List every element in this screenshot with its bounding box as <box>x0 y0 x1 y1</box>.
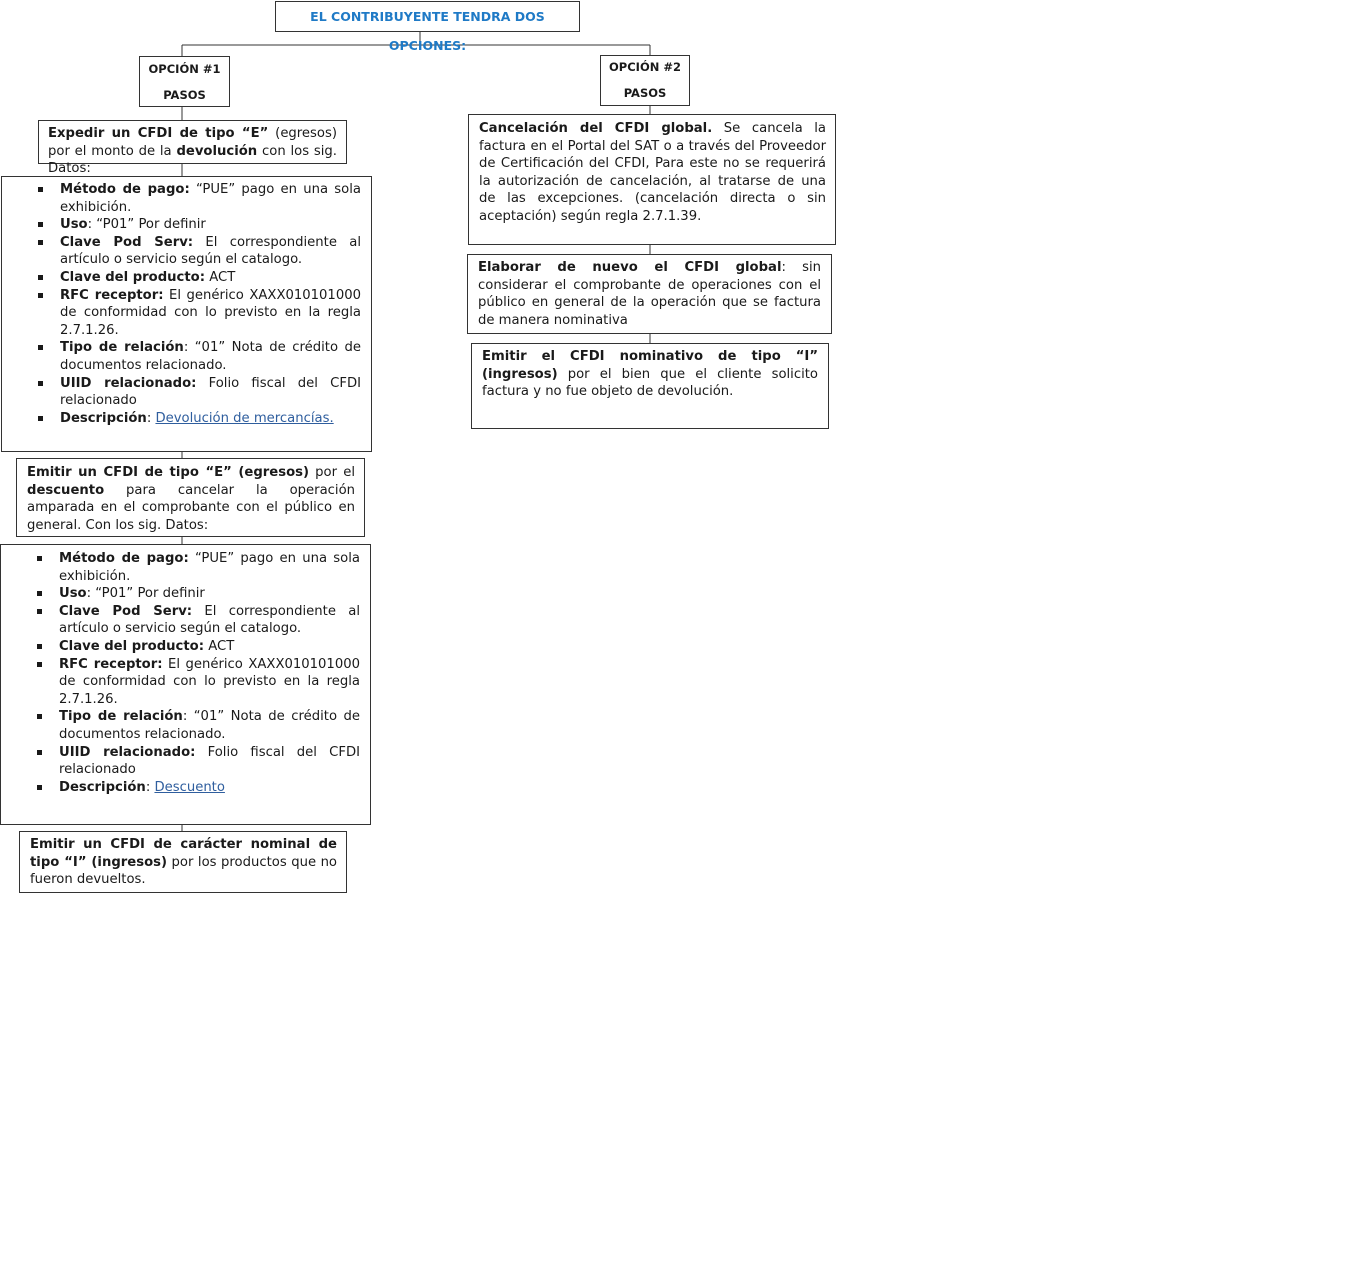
list-item <box>60 410 361 428</box>
field-label: Descripción <box>59 779 146 795</box>
field-label: UIID relacionado: <box>59 744 196 760</box>
field-label: Clave del producto: <box>59 638 205 654</box>
option-1-header <box>139 56 230 107</box>
bullet-icon <box>38 293 43 298</box>
list-item <box>59 656 360 709</box>
bullet-icon <box>37 591 42 596</box>
option-2-label: OPCIÓN #2 <box>609 60 681 74</box>
field-value: ACT <box>204 638 235 654</box>
step-text: para cancelar la operación amparada en el comprobante con el público en general. Con los sig. Datos: <box>27 482 355 533</box>
bullet-icon <box>38 222 43 227</box>
list-item <box>60 287 361 340</box>
step-text: por el <box>309 465 355 480</box>
field-label: Clave Pod Serv: <box>60 234 194 250</box>
step-text: por los productos que no fueron devueltos. <box>30 854 337 888</box>
option-2-step-3 <box>471 343 829 429</box>
step-text: (egresos) por el monto de la <box>48 126 338 159</box>
field-value: “PUE” pago en una sola exhibición. <box>60 182 361 215</box>
step-text: por el bien que el cliente solicito factura y no fue objeto de devolución. <box>482 366 818 400</box>
option-2-step-2 <box>467 254 832 334</box>
field-label: UIID relacionado: <box>60 375 197 391</box>
option-2-sub: PASOS <box>623 86 667 100</box>
field-list <box>1 550 360 796</box>
list-item <box>59 744 360 779</box>
field-list <box>2 181 361 427</box>
bullet-icon <box>38 381 43 386</box>
field-label: Tipo de relación <box>59 709 183 725</box>
field-value: : “01” Nota de crédito de documentos relacionado. <box>59 709 360 742</box>
bullet-icon <box>37 662 42 667</box>
step-bold-text: Elaborar de nuevo el CFDI global <box>478 260 782 275</box>
bullet-icon <box>38 345 43 350</box>
field-label: Tipo de relación <box>60 340 184 356</box>
list-item <box>59 779 360 797</box>
list-item <box>59 638 360 656</box>
field-value: Folio fiscal del CFDI relacionado <box>59 744 360 778</box>
option-1-sub: PASOS <box>163 88 206 102</box>
field-value: El correspondiente al artículo o servicio según el catalogo. <box>59 603 361 637</box>
step-bold-text: Emitir el CFDI nominativo de tipo “I” (ingresos) <box>482 349 818 382</box>
option-1-step-1 <box>38 120 347 177</box>
bullet-icon <box>37 609 42 614</box>
step-bold-text: Cancelación del CFDI global. <box>479 121 713 136</box>
option-1-step-3 <box>19 831 347 893</box>
step-bold-text: devolución <box>176 143 258 159</box>
field-label: Método de pago: <box>59 551 189 566</box>
option-1-label: OPCIÓN #1 <box>148 62 221 76</box>
bullet-icon <box>37 750 42 755</box>
bullet-icon <box>38 187 43 192</box>
bullet-icon <box>37 714 42 719</box>
list-item <box>59 708 360 743</box>
field-value: : “01” Nota de crédito de documentos relacionado. <box>60 340 361 373</box>
list-item <box>59 550 360 585</box>
option-1-fields-list-1 <box>1 176 372 452</box>
bullet-icon <box>37 785 42 790</box>
list-item <box>60 181 361 216</box>
list-item <box>59 603 360 638</box>
step-text: Se cancela la factura en el Portal del SAT o a través del Proveedor de Certificación del CFDI, Para este no se requerirá la autorización de cancelación, al tratarse de una de las excepciones. (cancelación directa o sin aceptación) según regla 2.7.1.39. <box>479 121 826 224</box>
field-value: El correspondiente al artículo o servicio según el catalogo. <box>60 234 362 268</box>
step-bold-text: descuento <box>27 482 105 498</box>
field-value: ACT <box>205 269 236 285</box>
bullet-icon <box>38 240 43 245</box>
field-value: Folio fiscal del CFDI relacionado <box>60 375 361 409</box>
bullet-icon <box>37 644 42 649</box>
field-value: : “P01” Por definir <box>86 586 205 602</box>
list-item <box>60 375 361 410</box>
bullet-icon <box>38 275 43 280</box>
list-item <box>59 585 360 603</box>
field-value: : <box>146 410 156 426</box>
step-text: con los sig. Datos: <box>48 143 337 177</box>
bullet-icon <box>37 556 42 561</box>
diagram-title: EL CONTRIBUYENTE TENDRA DOS OPCIONES: <box>275 1 580 32</box>
field-value: El genérico XAXX010101000 de conformidad con lo previsto en la regla 2.7.1.26. <box>59 656 360 707</box>
step-text: : sin considerar el comprobante de operaciones con el público en general de la operación que se factura de manera nominativa <box>478 260 822 328</box>
list-item <box>60 234 361 269</box>
field-label: Uso <box>59 586 87 602</box>
field-label: Clave del producto: <box>60 269 206 285</box>
field-label: Método de pago: <box>60 182 190 197</box>
description-link[interactable]: Descuento <box>154 779 225 795</box>
field-value: : <box>145 779 155 795</box>
step-bold-text: Emitir un CFDI de carácter nominal de tipo “I” (ingresos) <box>30 837 337 870</box>
field-label: RFC receptor: <box>59 656 163 672</box>
option-2-header <box>600 55 690 106</box>
field-label: Uso <box>60 217 88 233</box>
step-bold-text: Emitir un CFDI de tipo “E” (egresos) <box>27 465 310 480</box>
description-link[interactable]: Devolución de mercancías. <box>155 410 334 426</box>
field-value: “PUE” pago en una sola exhibición. <box>59 551 360 584</box>
field-value: : “P01” Por definir <box>87 217 206 233</box>
field-label: Descripción <box>60 410 147 426</box>
bullet-icon <box>38 416 43 421</box>
step-bold-text: Expedir un CFDI de tipo “E” <box>48 126 269 141</box>
option-1-fields-list-2 <box>0 544 371 825</box>
option-2-step-1 <box>468 114 836 245</box>
field-label: RFC receptor: <box>60 287 164 303</box>
list-item <box>60 339 361 374</box>
list-item <box>60 269 361 287</box>
option-1-step-2 <box>16 458 365 537</box>
field-label: Clave Pod Serv: <box>59 603 193 619</box>
list-item <box>60 216 361 234</box>
field-value: El genérico XAXX010101000 de conformidad con lo previsto en la regla 2.7.1.26. <box>60 287 361 338</box>
